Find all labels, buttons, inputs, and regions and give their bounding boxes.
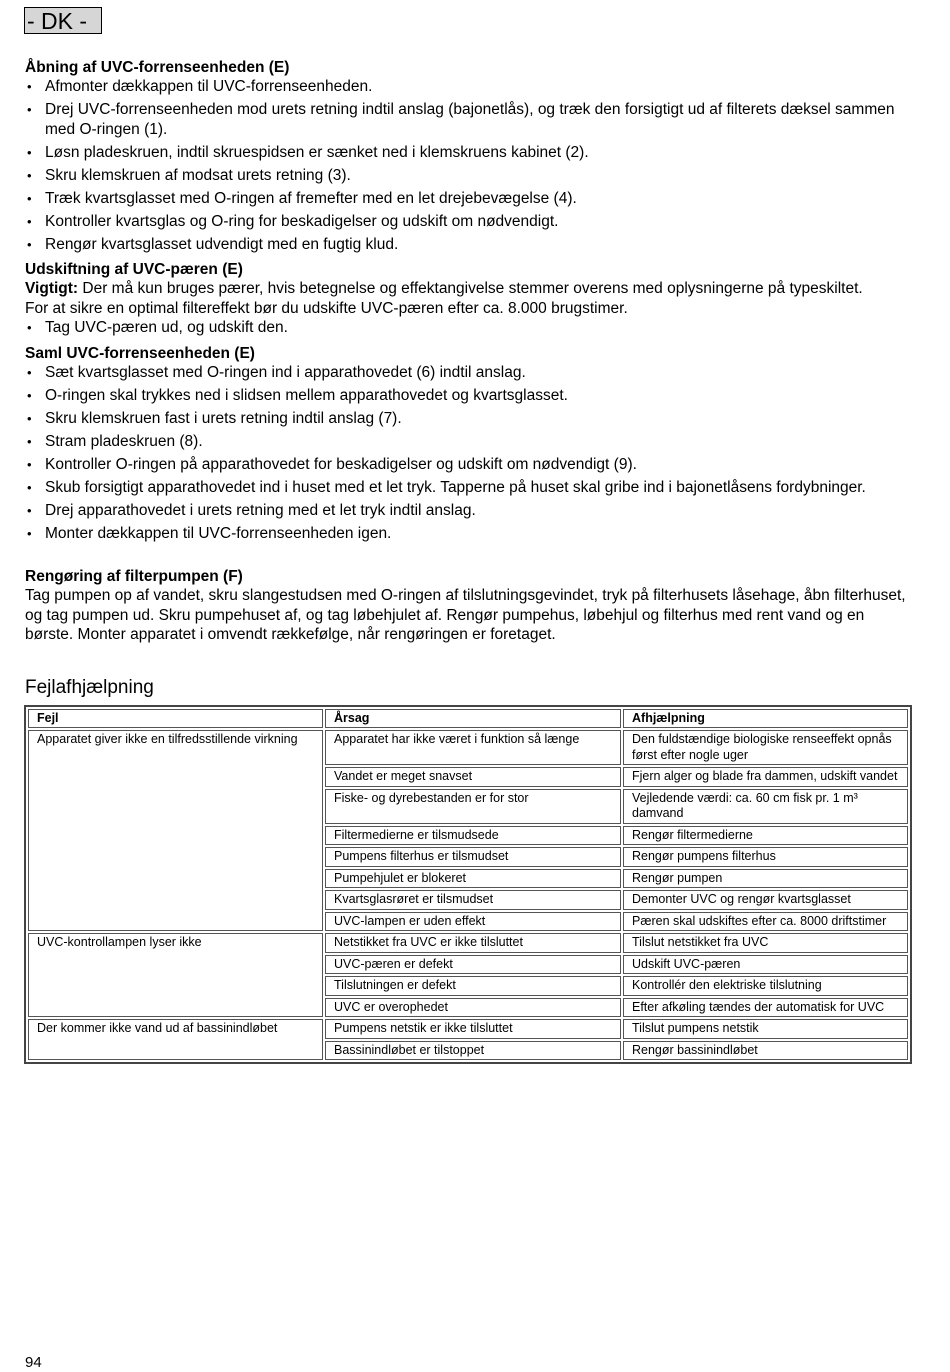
list-item: • Kontroller kvartsglas og O-ring for beskadigelser og udskift om nødvendigt. [25, 212, 915, 232]
section-assemble [25, 344, 915, 544]
list-item: • Træk kvartsglasset med O-ringen af fremefter med en let drejebevægelse (4). [25, 189, 915, 209]
list-item: • Skub forsigtigt apparathovedet ind i huset med et let tryk. Tapperne på huset skal gribe ind i bajonetlåsens fordybninger. [25, 478, 915, 498]
remedy-cell: Rengør pumpen [623, 869, 908, 889]
remedy-cell: Udskift UVC-pæren [623, 955, 908, 975]
list-item: • Kontroller O-ringen på apparathovedet for beskadigelser og udskift om nødvendigt (9). [25, 455, 915, 475]
cause-cell: Pumpehjulet er blokeret [325, 869, 621, 889]
troubleshooting-title: Fejlafhjælpning [25, 676, 154, 698]
section-cleaning [25, 567, 915, 645]
column-header-fault: Fejl [28, 709, 323, 729]
cause-cell: Netstikket fra UVC er ikke tilsluttet [325, 933, 621, 953]
remedy-cell: Fjern alger og blade fra dammen, udskift vandet [623, 767, 908, 787]
list-item: • Drej apparathovedet i urets retning med et let tryk indtil anslag. [25, 501, 915, 521]
remedy-cell: Demonter UVC og rengør kvartsglasset [623, 890, 908, 910]
language-tag: - DK - [24, 7, 102, 34]
list-item: • Tag UVC-pæren ud, og udskift den. [25, 318, 915, 338]
table-header-row [28, 709, 908, 729]
list-item: • Løsn pladeskruen, indtil skruespidsen er sænket ned i klemskruens kabinet (2). [25, 143, 915, 163]
bullet-list [25, 77, 915, 254]
cause-cell: Filtermedierne er tilsmudsede [325, 826, 621, 846]
cause-cell: Pumpens netstik er ikke tilsluttet [325, 1019, 621, 1039]
bullet-list [25, 363, 915, 544]
section-heading: Udskiftning af UVC-pæren (E) [25, 261, 243, 278]
important-note [25, 279, 915, 299]
fault-cell: UVC-kontrollampen lyser ikke [28, 933, 323, 1017]
important-text: Der må kun bruges pærer, hvis betegnelse og effektangivelse stemmer overens med oplysningerne på typeskiltet. [78, 280, 863, 297]
remedy-cell: Vejledende værdi: ca. 60 cm fisk pr. 1 m³ damvand [623, 789, 908, 824]
page-number: 94 [25, 1354, 42, 1371]
troubleshooting-table [24, 705, 912, 1065]
remedy-cell: Rengør bassinindløbet [623, 1041, 908, 1061]
list-item: • Skru klemskruen af modsat urets retning (3). [25, 166, 915, 186]
remedy-cell: Tilslut netstikket fra UVC [623, 933, 908, 953]
remedy-cell: Tilslut pumpens netstik [623, 1019, 908, 1039]
cause-cell: UVC er overophedet [325, 998, 621, 1018]
section-heading: Saml UVC-forrenseenheden (E) [25, 344, 255, 362]
remedy-cell: Rengør filtermedierne [623, 826, 908, 846]
cause-cell: Apparatet har ikke været i funktion så længe [325, 730, 621, 765]
cause-cell: Kvartsglasrøret er tilsmudset [325, 890, 621, 910]
table-row [28, 730, 908, 765]
list-item: • Skru klemskruen fast i urets retning indtil anslag (7). [25, 409, 915, 429]
list-item: • Drej UVC-forrenseenheden mod urets retning indtil anslag (bajonetlås), og træk den forsigtigt ud af filterets dæksel sammen med O-ringen (1). [25, 100, 915, 139]
page-content [25, 58, 915, 1064]
table-row [28, 1019, 908, 1039]
remedy-cell: Kontrollér den elektriske tilslutning [623, 976, 908, 996]
column-header-remedy: Afhjælpning [623, 709, 908, 729]
list-item: • O-ringen skal trykkes ned i slidsen mellem apparathovedet og kvartsglasset. [25, 386, 915, 406]
remedy-cell: Efter afkøling tændes der automatisk for UVC [623, 998, 908, 1018]
list-item: • Stram pladeskruen (8). [25, 432, 915, 452]
cause-cell: Vandet er meget snavset [325, 767, 621, 787]
cause-cell: Tilslutningen er defekt [325, 976, 621, 996]
cleaning-text: Tag pumpen op af vandet, skru slangestudsen med O-ringen af tilslutningsgevindet, tryk på filterhusets låsehage, åbn filterhuset, og tag pumpen ud. Skru pumpehuset af, og tag løbehjulet af. Rengør pumpehus, løbehjul og filterhus med rent vand og en børste. Monter apparatet i omvendt rækkefølge, når rengøringen er foretaget. [25, 587, 906, 643]
fault-cell: Apparatet giver ikke en tilfredsstillende virkning [28, 730, 323, 931]
cause-cell: UVC-lampen er uden effekt [325, 912, 621, 932]
remedy-cell: Pæren skal udskiftes efter ca. 8000 driftstimer [623, 912, 908, 932]
section-heading: Rengøring af filterpumpen (F) [25, 568, 243, 585]
section-heading: Åbning af UVC-forrenseenheden (E) [25, 59, 290, 76]
section-replace [25, 260, 915, 338]
cause-cell: Pumpens filterhus er tilsmudset [325, 847, 621, 867]
list-item: • Monter dækkappen til UVC-forrenseenheden igen. [25, 524, 915, 544]
list-item: • Sæt kvartsglasset med O-ringen ind i apparathovedet (6) indtil anslag. [25, 363, 915, 383]
remedy-cell: Den fuldstændige biologiske renseeffekt opnås først efter nogle uger [623, 730, 908, 765]
remedy-cell: Rengør pumpens filterhus [623, 847, 908, 867]
replace-interval-note: For at sikre en optimal filtereffekt bør du udskifte UVC-pæren efter ca. 8.000 brugstimer. [25, 299, 628, 317]
cause-cell: Bassinindløbet er tilstoppet [325, 1041, 621, 1061]
column-header-cause: Årsag [325, 709, 621, 729]
cause-cell: Fiske- og dyrebestanden er for stor [325, 789, 621, 824]
cause-cell: UVC-pæren er defekt [325, 955, 621, 975]
list-item: • Afmonter dækkappen til UVC-forrenseenheden. [25, 77, 915, 97]
table-row [28, 933, 908, 953]
list-item: • Rengør kvartsglasset udvendigt med en fugtig klud. [25, 235, 915, 255]
fault-cell: Der kommer ikke vand ud af bassinindløbet [28, 1019, 323, 1060]
section-opening [25, 58, 915, 254]
important-label: Vigtigt: [25, 280, 79, 297]
bullet-list [25, 318, 915, 338]
